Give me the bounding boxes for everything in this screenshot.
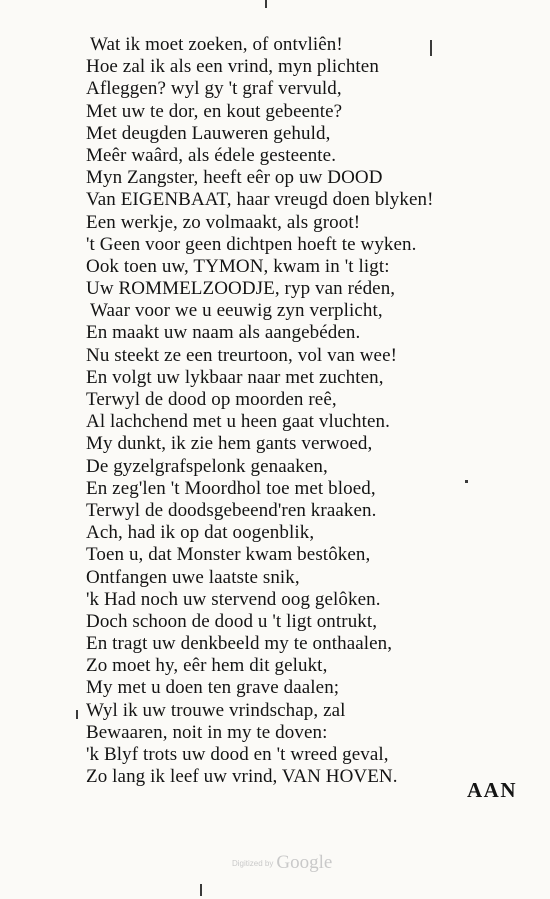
poem-text [86,34,536,788]
poem-line: Een werkje, zo volmaakt, als groot! [86,211,361,233]
poem-line: En tragt uw denkbeeld my te onthaalen, [86,633,393,655]
poem-line: Doch schoon de dood u 't ligt ontrukt, [86,610,378,632]
print-speck [430,40,432,56]
poem-line: Nu steekt ze een treurtoon, vol van wee! [86,344,398,366]
poem-line: En volgt uw lykbaar naar met zuchten, [86,366,384,388]
poem-line: Uw ROMMELZOODJE, ryp van réden, [86,278,396,300]
poem-line: De gyzelgrafspelonk genaaken, [86,455,328,477]
poem-line: Wat ik moet zoeken, of ontvliên! [90,34,343,55]
poem-line: Van EIGENBAAT, haar vreugd doen blyken! [86,189,434,211]
poem-line: Zo lang ik leef uw vrind, VAN HOVEN. [86,766,398,788]
print-speck [265,0,267,8]
catchword: AAN [467,778,517,802]
poem-line: En zeg'len 't Moordhol toe met bloed, [86,477,376,499]
poem-line: Waar voor we u eeuwig zyn verplicht, [90,300,383,322]
poem-line: Terwyl de doodsgebeend'ren kraaken. [86,499,377,521]
poem-line: My met u doen ten grave daalen; [86,677,340,699]
poem-line: Ook toen uw, TYMON, kwam in 't ligt: [86,255,390,277]
poem-line: Bewaaren, noit in my te doven: [86,721,328,743]
poem-line: 'k Had noch uw stervend oog gelôken. [86,588,381,610]
poem-line: En maakt uw naam als aangebéden. [86,322,361,344]
poem-line: Myn Zangster, heeft eêr op uw DOOD [86,167,383,189]
watermark-prefix: Digitized by [232,858,274,868]
digitized-watermark [232,852,332,874]
poem-line: Meêr waârd, als édele gesteente. [86,144,337,166]
poem-line: Wyl ik uw trouwe vrindschap, zal [86,699,346,721]
poem-line: Al lachchend met u heen gaat vluchten. [86,411,390,433]
poem-line: Zo moet hy, eêr hem dit gelukt, [86,655,328,677]
poem-line: Toen u, dat Monster kwam bestôken, [86,544,371,566]
poem-line: Met uw te dor, en kout gebeente? [86,100,343,122]
poem-line: Ontfangen uwe laatste snik, [86,566,300,588]
poem-line: 'k Blyf trots uw dood en 't wreed geval, [86,744,389,765]
poem-line: Ach, had ik op dat oogenblik, [86,522,315,544]
poem-line: Terwyl de dood op moorden reê, [86,389,337,410]
poem-line: 't Geen voor geen dichtpen hoeft te wyken. [86,233,417,255]
print-speck [76,710,78,719]
watermark-brand: Google [276,852,333,873]
poem-line: My dunkt, ik zie hem gants verwoed, [86,433,373,455]
print-speck [200,884,202,896]
print-speck [465,480,468,483]
poem-line: Hoe zal ik als een vrind, myn plichten [86,56,379,78]
poem-line: Afleggen? wyl gy 't graf vervuld, [86,78,342,100]
poem-line: Met deugden Lauweren gehuld, [86,122,331,144]
